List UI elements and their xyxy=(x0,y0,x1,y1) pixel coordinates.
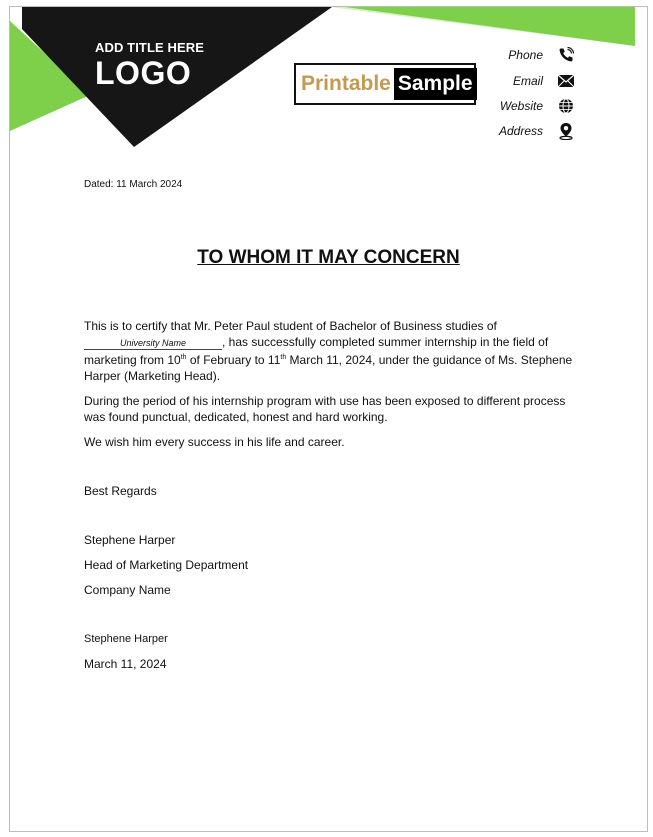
university-name-field: University Name xyxy=(84,338,222,350)
logo-text: LOGO xyxy=(95,55,192,91)
p1-text-a: This is to certify that Mr. Peter Paul student of Bachelor of Business studies of xyxy=(84,319,497,333)
paragraph-2: During the period of his internship program with use has been exposed to different process was found punctual, dedicated, honest and hard working. xyxy=(84,394,566,424)
p1-sup-2: th xyxy=(280,354,287,361)
closing-regards: Best Regards xyxy=(84,484,157,498)
letter-body xyxy=(84,318,576,450)
contact-email xyxy=(463,72,575,90)
contact-address xyxy=(463,122,575,140)
brand-part-2: Sample xyxy=(394,68,477,100)
brand-part-1: Printable xyxy=(301,72,391,95)
signature-date: March 11, 2024 xyxy=(84,657,167,671)
signature-name: Stephene Harper xyxy=(84,633,168,645)
email-icon xyxy=(557,72,575,90)
contact-phone-label: Phone xyxy=(508,48,543,62)
p1-text-c: of February to 11 xyxy=(186,353,281,367)
signer-name: Stephene Harper xyxy=(84,533,176,547)
p1-sup-1: th xyxy=(180,354,187,361)
location-pin-icon xyxy=(557,122,575,140)
letter-heading: TO WHOM IT MAY CONCERN xyxy=(197,247,460,268)
signer-title: Head of Marketing Department xyxy=(84,558,249,572)
contact-phone xyxy=(463,46,575,64)
phone-icon xyxy=(557,46,575,64)
company-name: Company Name xyxy=(84,583,171,597)
p1-text-d: March 11, 2024, under the guidance of Ms. Stephene Harper (Marketing Head). xyxy=(84,353,573,383)
contact-address-label: Address xyxy=(498,124,543,138)
letter-page xyxy=(9,6,648,832)
contact-website xyxy=(463,97,575,115)
contact-email-label: Email xyxy=(512,74,543,88)
brand-logo xyxy=(294,63,476,105)
p1-text-b: , has successfully completed summer internship in the field of marketing from 10 xyxy=(84,335,549,367)
header-title: ADD TITLE HERE xyxy=(95,40,205,55)
letter-date: Dated: 11 March 2024 xyxy=(84,179,183,190)
contact-website-label: Website xyxy=(499,99,543,113)
paragraph-1 xyxy=(84,318,576,384)
globe-icon xyxy=(557,97,575,115)
paragraph-3: We wish him every success in his life and career. xyxy=(84,435,345,449)
